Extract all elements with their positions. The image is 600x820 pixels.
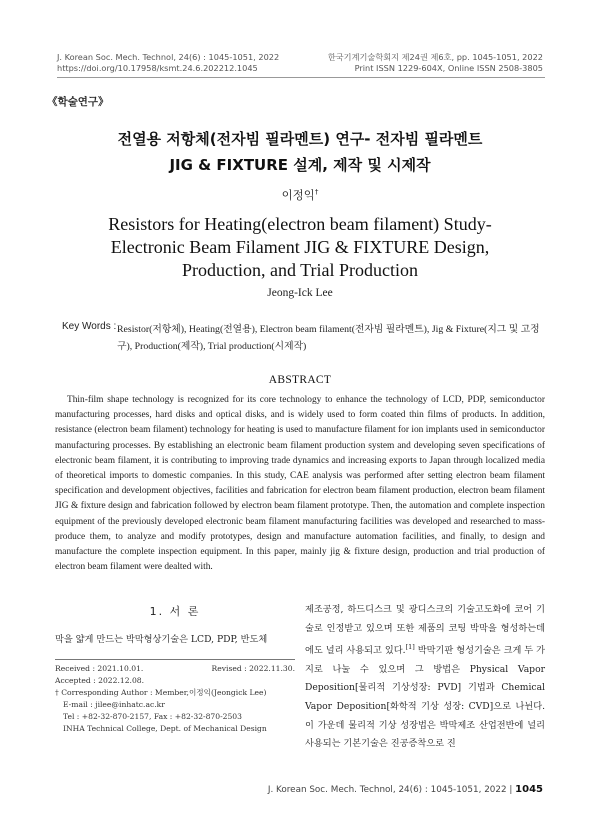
abstract-heading: ABSTRACT (268, 374, 332, 386)
doi-link[interactable]: https://doi.org/10.17958/ksmt.24.6.202212.1045 (57, 63, 258, 73)
received-date: Received : 2021.10.01. (55, 664, 144, 673)
author-email[interactable]: E-mail : jilee@inhatc.ac.kr (63, 700, 165, 709)
journal-header-right (328, 52, 543, 74)
issn-info: Print ISSN 1229-604X, Online ISSN 2508-3805 (354, 63, 543, 73)
english-title-line2: Electronic Beam Filament JIG & FIXTURE Design, (110, 237, 490, 257)
header-divider (57, 77, 545, 78)
korean-title-line2: JIG & FIXTURE 설계, 제작 및 시제작 (169, 156, 431, 174)
reference-marker[interactable]: [1] (405, 643, 415, 652)
body-text-part2: 박막기판 형성기술은 크게 두 가지로 나눌 수 있으며 그 방법은 Physical Vapor Deposition[물리적 기상성장: PVD] 기법과 Chemical Vapor Deposition[화학적 기상 성장: CVD]으로 나뉜다. 이 가운데 물리적 기상 성장법은 박막제조 산업전반에 널리 사용되는 기본기술은 진공증착으로 진 (305, 645, 545, 750)
journal-citation: J. Korean Soc. Mech. Technol, 24(6) : 1045-1051, 2022 (57, 52, 280, 62)
body-text-left: 막을 얇게 만드는 박막형상기술은 LCD, PDP, 반도체 (55, 634, 268, 645)
english-title-line1: Resistors for Heating(electron beam filament) Study- (108, 214, 492, 234)
korean-title-line1: 전열용 저항체(전자빔 필라멘트) 연구- 전자빔 필라멘트 (117, 130, 483, 148)
section-heading: 1. 서 론 (149, 605, 201, 618)
korean-author (0, 187, 600, 203)
author-phone: Tel : +82-32-870-2157, Fax : +82-32-870-2503 (63, 712, 242, 721)
accepted-date: Accepted : 2022.12.08. (55, 676, 145, 685)
keywords-label: Key Words : (62, 321, 117, 332)
article-category: 《학술연구》 (47, 96, 109, 108)
footer-separator: | (509, 785, 513, 795)
body-paragraph (305, 601, 545, 754)
corresponding-mark: † (314, 188, 319, 197)
author-affiliation: INHA Technical College, Dept. of Mechanical Design (63, 724, 267, 733)
body-text-right (305, 601, 545, 754)
corresponding-author: † Corresponding Author : Member,이정익(Jeongick Lee) (55, 688, 267, 697)
korean-author-name: 이정익 (281, 188, 315, 202)
footer-citation: J. Korean Soc. Mech. Technol, 24(6) : 1045-1051, 2022 (267, 785, 507, 795)
journal-header-left (57, 52, 279, 74)
body-text-part1: 제조공정, 하드디스크 및 광디스크의 기술고도화에 코어 기술로 인정받고 있으며 또한 제품의 코팅 박막을 형성하는데에도 널리 사용되고 있다. (305, 604, 545, 657)
english-title-line3: Production, and Trial Production (181, 260, 418, 280)
page-number: 1045 (515, 784, 543, 795)
abstract-paragraph: Thin-film shape technology is recognized for its core technology to enhance the technology of LCD, PDP, semiconductor manufacturing processes, hard disks and optical disks, and is widely used to form coated thin films of products. In addition, resistance (electron beam filament) technology for heating is used to manufacture filament for ion implants used in semiconductor manufacturing processes. By establishing an electronic beam filament production system and developing seven specifications of electronic beam filament, it is contributing to improving trade dynamics and increasing exports to Japan through localized media of theoretical imports to domestic companies. In this study, CAE analysis was performed after setting electron beam filament specification and development objectives, facilities and fabrication for electron beam filament production, electron beam filament JIG & fixture design and fabrication followed by electron beam filament prototype. Then, the automation and complete inspection equipment of the previously developed electronic beam filament manufacturing facilities was developed and researched to mass-produce them, to analyze and modify prototypes, design and manufacture automation facilities, and finally, to design and manufacture the complete inspection equipment. In this paper, mainly jig & fixture design, production and trial production of electron beam filament were dealted with. (55, 395, 545, 573)
received-date-row (55, 663, 295, 675)
english-author: Jeong-Ick Lee (267, 287, 333, 299)
abstract-body (55, 393, 545, 575)
revised-date: Revised : 2022.11.30. (211, 664, 295, 673)
keywords-text: Resistor(저항체), Heating(전열용), Electron beam filament(전자빔 필라멘트), Jig & Fixture(지그 및 고정구), Production(제작), Trial production(시제작) (117, 324, 540, 352)
footnote-divider (55, 659, 295, 660)
page-footer (268, 784, 543, 795)
journal-citation-korean: 한국기계기술학회지 제24권 제6호, pp. 1045-1051, 2022 (327, 52, 543, 62)
